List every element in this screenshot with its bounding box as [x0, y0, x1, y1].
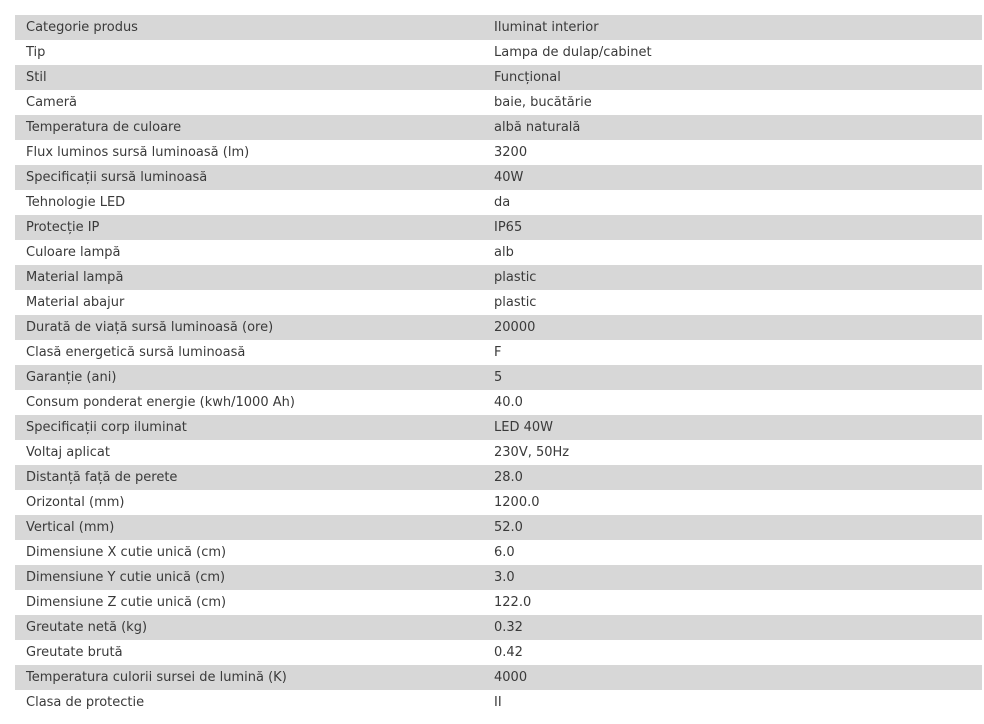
spec-value: F [483, 340, 982, 365]
spec-row [15, 465, 982, 490]
spec-row [15, 115, 982, 140]
spec-value: 0.32 [483, 615, 982, 640]
spec-label: Categorie produs [15, 15, 483, 40]
spec-row [15, 590, 982, 615]
product-spec-table [15, 15, 982, 715]
spec-value: Iluminat interior [483, 15, 982, 40]
spec-row [15, 90, 982, 115]
spec-label: Greutate netă (kg) [15, 615, 483, 640]
spec-label: Specificații sursă luminoasă [15, 165, 483, 190]
spec-value: plastic [483, 290, 982, 315]
spec-label: Durată de viață sursă luminoasă (ore) [15, 315, 483, 340]
spec-value: 20000 [483, 315, 982, 340]
spec-label: Dimensiune Y cutie unică (cm) [15, 565, 483, 590]
spec-row [15, 565, 982, 590]
spec-value: plastic [483, 265, 982, 290]
spec-value: 28.0 [483, 465, 982, 490]
spec-row [15, 365, 982, 390]
spec-value: 5 [483, 365, 982, 390]
spec-row [15, 515, 982, 540]
spec-label: Clasă energetică sursă luminoasă [15, 340, 483, 365]
spec-value: 230V, 50Hz [483, 440, 982, 465]
spec-row [15, 315, 982, 340]
spec-label: Material lampă [15, 265, 483, 290]
spec-label: Temperatura culorii sursei de lumină (K) [15, 665, 483, 690]
spec-row [15, 690, 982, 715]
spec-value: Lampa de dulap/cabinet [483, 40, 982, 65]
spec-row [15, 265, 982, 290]
spec-value: baie, bucătărie [483, 90, 982, 115]
spec-label: Temperatura de culoare [15, 115, 483, 140]
spec-value: 52.0 [483, 515, 982, 540]
spec-value: 3200 [483, 140, 982, 165]
spec-row [15, 215, 982, 240]
spec-value: LED 40W [483, 415, 982, 440]
spec-row [15, 40, 982, 65]
spec-row [15, 390, 982, 415]
spec-label: Stil [15, 65, 483, 90]
spec-row [15, 15, 982, 40]
spec-value: 4000 [483, 665, 982, 690]
spec-row [15, 640, 982, 665]
spec-label: Dimensiune X cutie unică (cm) [15, 540, 483, 565]
spec-value: II [483, 690, 982, 715]
spec-row [15, 540, 982, 565]
spec-row [15, 140, 982, 165]
spec-label: Material abajur [15, 290, 483, 315]
spec-row [15, 665, 982, 690]
spec-value: IP65 [483, 215, 982, 240]
spec-label: Dimensiune Z cutie unică (cm) [15, 590, 483, 615]
spec-label: Consum ponderat energie (kwh/1000 Ah) [15, 390, 483, 415]
spec-table-body [15, 15, 982, 715]
spec-row [15, 615, 982, 640]
spec-label: Tip [15, 40, 483, 65]
spec-value: albă naturală [483, 115, 982, 140]
spec-label: Voltaj aplicat [15, 440, 483, 465]
spec-row [15, 490, 982, 515]
spec-value: da [483, 190, 982, 215]
spec-value: 1200.0 [483, 490, 982, 515]
spec-row [15, 165, 982, 190]
spec-label: Protecție IP [15, 215, 483, 240]
spec-label: Greutate brută [15, 640, 483, 665]
spec-row [15, 190, 982, 215]
spec-label: Cameră [15, 90, 483, 115]
spec-row [15, 240, 982, 265]
spec-row [15, 415, 982, 440]
spec-label: Distanță față de perete [15, 465, 483, 490]
spec-value: 40W [483, 165, 982, 190]
spec-row [15, 65, 982, 90]
spec-value: 0.42 [483, 640, 982, 665]
spec-label: Tehnologie LED [15, 190, 483, 215]
spec-value: 3.0 [483, 565, 982, 590]
spec-label: Flux luminos sursă luminoasă (lm) [15, 140, 483, 165]
spec-label: Specificații corp iluminat [15, 415, 483, 440]
spec-value: 40.0 [483, 390, 982, 415]
spec-row [15, 340, 982, 365]
spec-label: Clasa de protectie [15, 690, 483, 715]
spec-value: 122.0 [483, 590, 982, 615]
spec-label: Orizontal (mm) [15, 490, 483, 515]
spec-label: Garanție (ani) [15, 365, 483, 390]
spec-value: 6.0 [483, 540, 982, 565]
spec-label: Culoare lampă [15, 240, 483, 265]
spec-value: alb [483, 240, 982, 265]
spec-row [15, 290, 982, 315]
spec-value: Funcțional [483, 65, 982, 90]
spec-row [15, 440, 982, 465]
spec-label: Vertical (mm) [15, 515, 483, 540]
